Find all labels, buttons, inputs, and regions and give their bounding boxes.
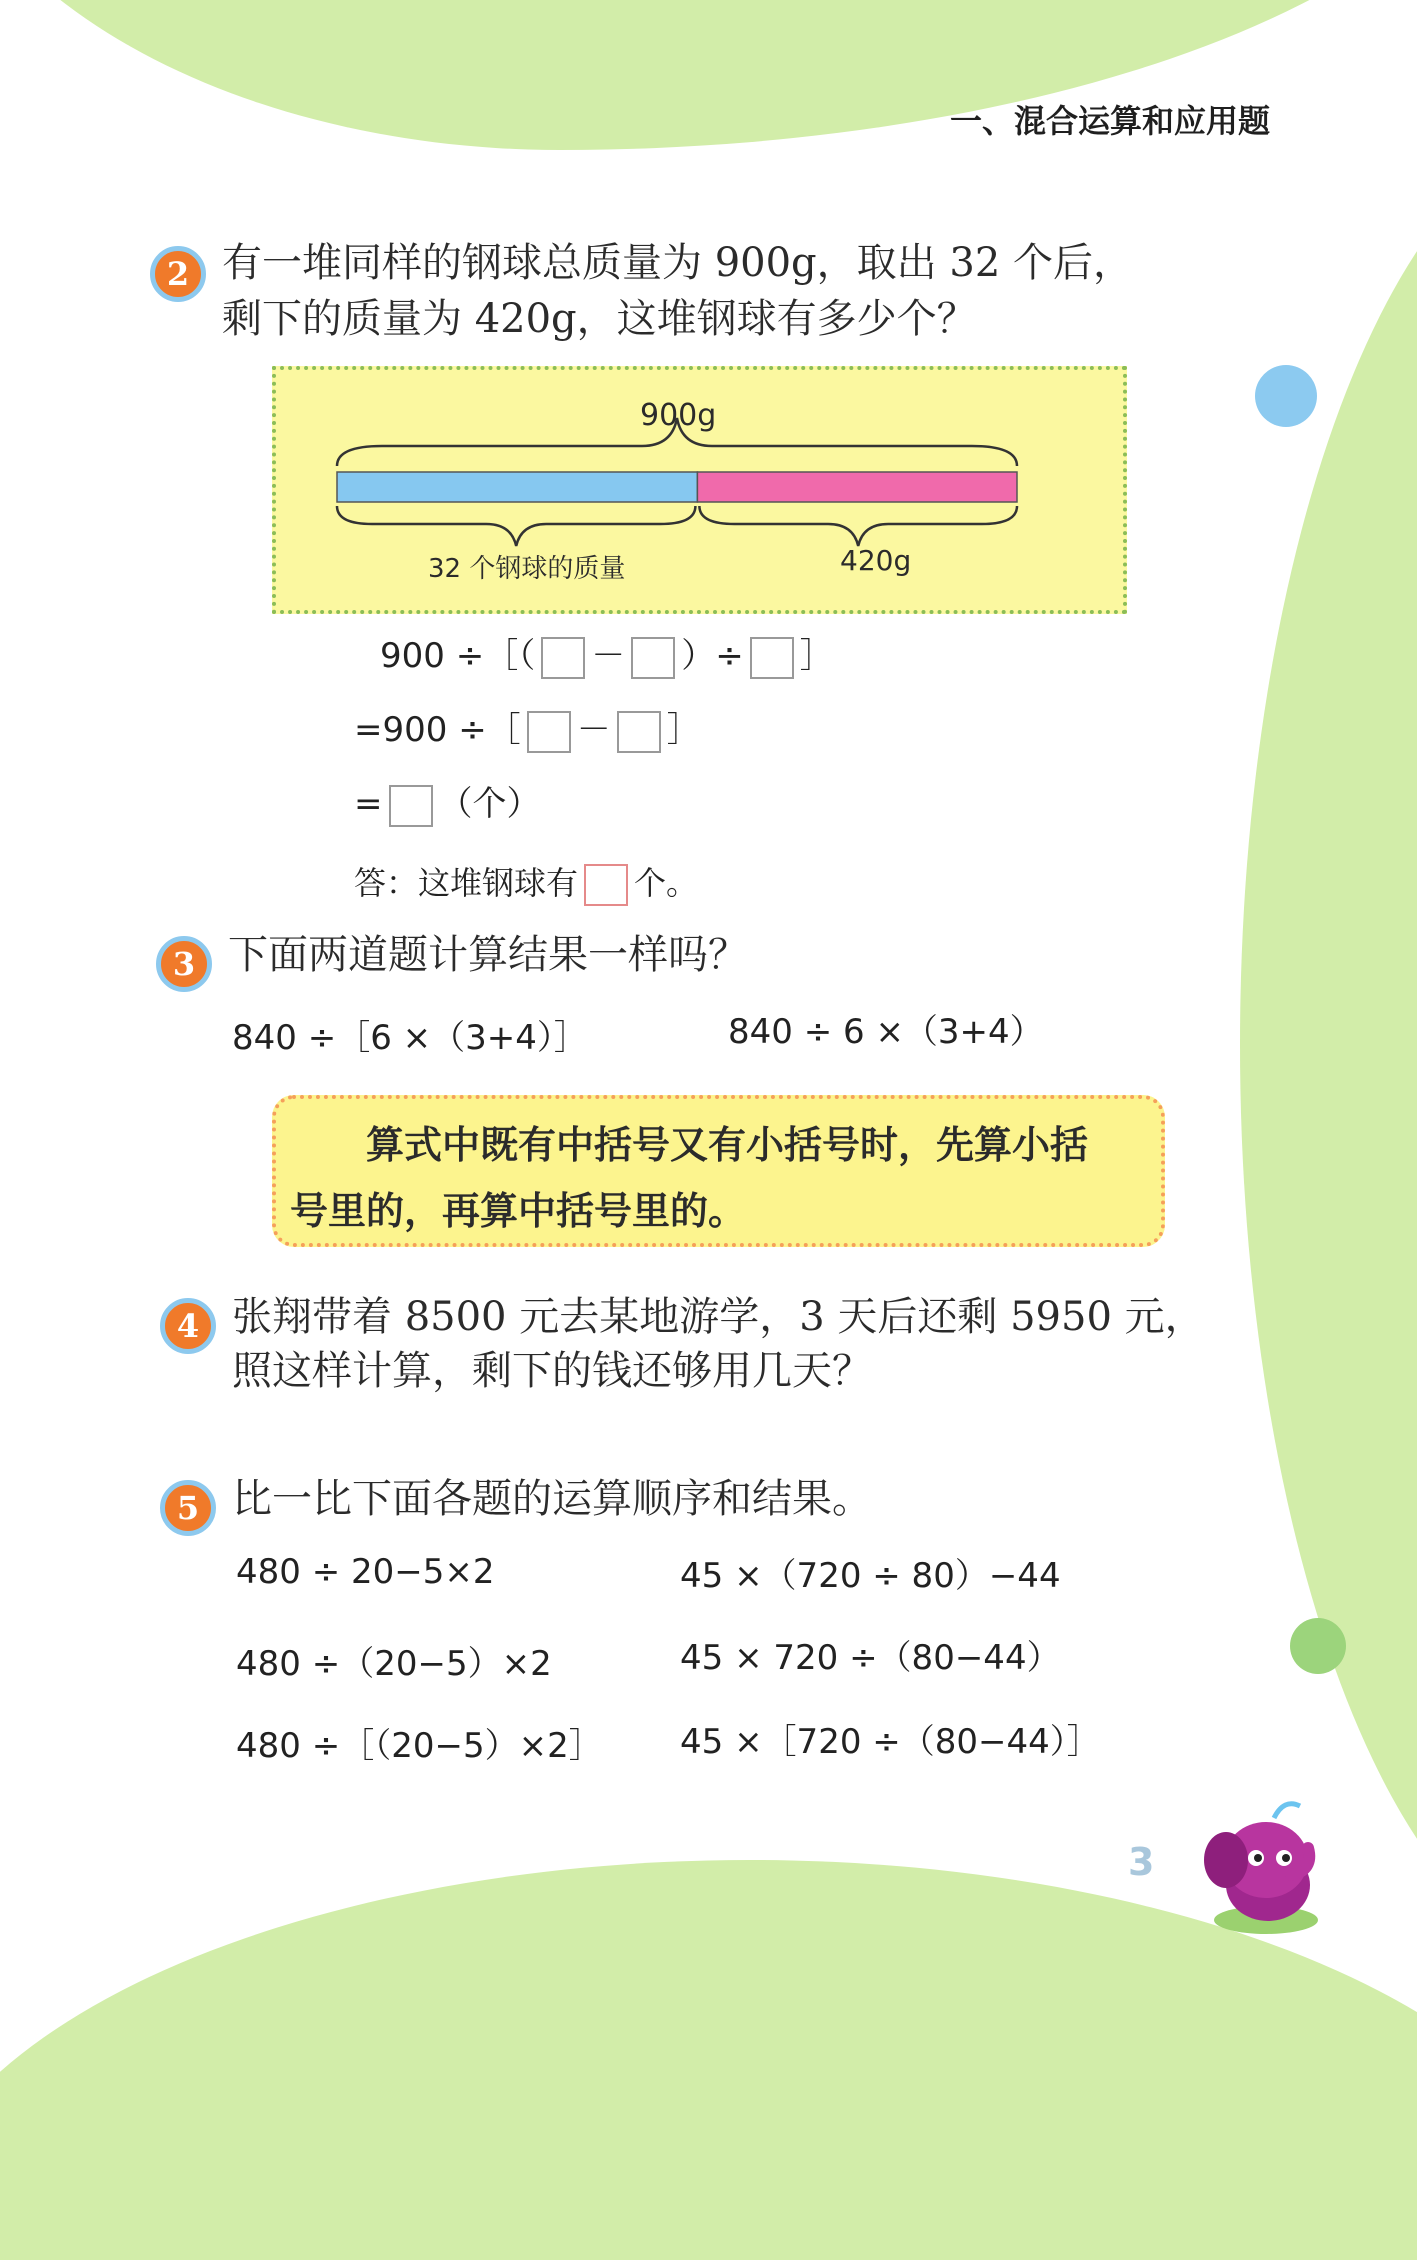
top-brace [337,418,1017,466]
blank-1[interactable] [541,637,585,679]
question-4-text-line2: 照这样计算，剩下的钱还够用几天？ [232,1348,872,1394]
q5-right-expression-3: 45 ×［720 ÷（80−44）］ [680,1722,1101,1762]
blank-2[interactable] [631,637,675,679]
blank-5[interactable] [617,711,661,753]
diagram-drawing [272,366,1127,614]
bottom-right-brace [699,506,1017,546]
question-4-text-line1: 张翔带着 8500 元去某地游学，3 天后还剩 5950 元， [232,1294,1205,1340]
question-5-number: 5 [160,1480,216,1536]
diagram-right-segment [697,472,1017,502]
q5-right-expression-2: 45 × 720 ÷（80−44） [680,1638,1061,1678]
calc-step-1: 900 ÷［（ － ）÷ ］ [380,628,834,679]
question-3-text: 下面两道题计算结果一样吗？ [228,932,748,978]
bottom-left-brace [337,506,695,546]
chapter-title: 一、混合运算和应用题 [950,102,1271,140]
calc-step-2: =900 ÷［ － ］ [354,702,701,753]
q5-right-expression-1: 45 ×（720 ÷ 80）−44 [680,1556,1061,1596]
question-3-number: 3 [156,936,212,992]
green-ball-decoration [1290,1618,1346,1674]
diagram-left-label: 32 个钢球的质量 [428,554,626,584]
q3-expression-left: 840 ÷［6 ×（3+4）］ [232,1018,588,1058]
q5-left-expression-1: 480 ÷ 20−5×2 [236,1552,495,1592]
answer-blank[interactable] [584,864,628,906]
question-2-number: 2 [150,246,206,302]
diagram-left-segment [337,472,697,502]
q5-left-expression-3: 480 ÷［（20−5）×2］ [236,1726,603,1766]
elephant-mascot-icon [1196,1790,1336,1940]
blank-4[interactable] [527,711,571,753]
tip-line-2: 号里的，再算中括号里的。 [290,1189,747,1233]
question-2-text-line2: 剩下的质量为 420g，这堆钢球有多少个？ [222,296,977,342]
question-2-text-line1: 有一堆同样的钢球总质量为 900g，取出 32 个后， [222,240,1133,286]
blank-6[interactable] [389,785,433,827]
question-4-number: 4 [160,1298,216,1354]
tip-line-1: 算式中既有中括号又有小括号时，先算小括 [366,1123,1089,1167]
calc-step-3: = （个） [354,776,541,827]
blue-ball-decoration [1255,365,1317,427]
tip-text [290,1112,1150,1244]
blank-3[interactable] [750,637,794,679]
q5-left-expression-2: 480 ÷（20−5）×2 [236,1644,552,1684]
q3-expression-right: 840 ÷ 6 ×（3+4） [728,1012,1044,1052]
question-5-text: 比一比下面各题的运算顺序和结果。 [232,1476,872,1522]
answer-line: 答：这堆钢球有 个。 [354,858,698,906]
page-number: 3 [1128,1840,1155,1884]
diagram-right-label: 420g [840,544,912,577]
diagram-total-label: 900g [640,398,717,433]
